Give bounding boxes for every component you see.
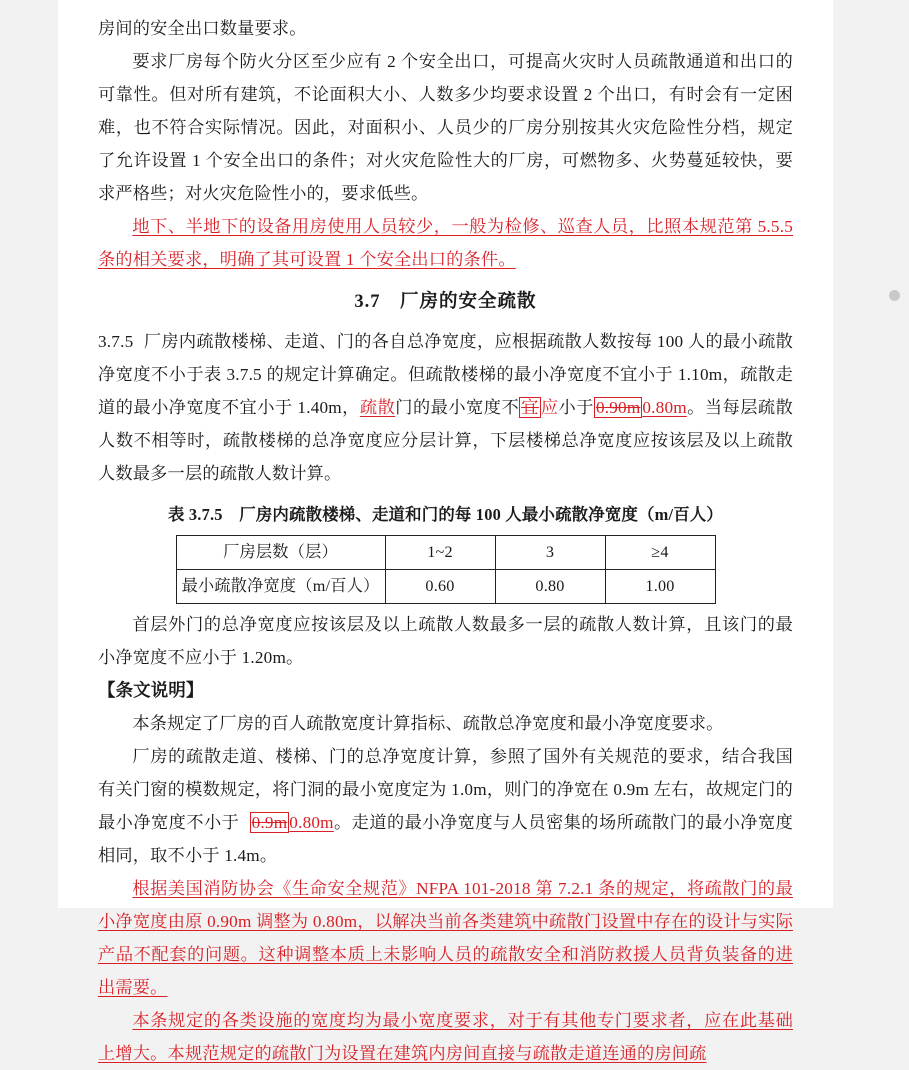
clause-3-7-5 <box>98 325 793 490</box>
clause-text-b: 门的最小宽度不 <box>395 398 520 417</box>
min-evacuation-width-table <box>176 535 716 604</box>
explain-text-b: 。走道的最小净宽度与人员密集的场所疏散门的最小净宽度相同，取不小于 1.4m。 <box>98 813 793 865</box>
table-row-header-width: 最小疏散净宽度（m/百人） <box>176 570 385 604</box>
table-cell-floors-1: 1~2 <box>385 536 495 570</box>
clause-red-word-2: 应 <box>540 398 559 417</box>
clause-text-c: 小于 <box>558 398 594 417</box>
explain-text-a: 厂房的疏散走道、楼梯、门的总净宽度计算，参照了国外有关规范的要求，结合我国有关门窗的模数规定，将门洞的最小宽度定为 1.0m，则门的净宽在 0.9m 左右，故规定门的最小净宽度不小于 <box>98 747 793 832</box>
table-caption: 表 3.7.5 厂房内疏散楼梯、走道和门的每 100 人最小疏散净宽度（m/百人） <box>167 505 723 524</box>
table-cell-width-2: 0.80 <box>495 570 605 604</box>
paragraph-revision-basement: 地下、半地下的设备用房使用人员较少，一般为检修、巡查人员，比照本规范第 5.5.5 条的相关要求，明确了其可设置 1 个安全出口的条件。 <box>98 217 793 269</box>
document-body <box>98 12 793 1070</box>
paragraph-continuation: 房间的安全出口数量要求。 <box>98 19 307 38</box>
scroll-indicator-dot[interactable] <box>889 290 900 301</box>
explanation-title: 【条文说明】 <box>98 680 204 700</box>
paragraph-revision-minimum-width: 本条规定的各类设施的宽度均为最小宽度要求，对于有其他专门要求者，应在此基础上增大。本规范规定的疏散门为设置在建筑内房间直接与疏散走道连通的房间疏 <box>98 1011 793 1063</box>
paragraph-explanation-intro: 本条规定了厂房的百人疏散宽度计算指标、疏散总净宽度和最小净宽度要求。 <box>132 714 724 733</box>
paragraph-explanation-detail <box>98 740 793 872</box>
table-cell-width-1: 0.60 <box>385 570 495 604</box>
paragraph-ground-floor-door: 首层外门的总净宽度应按该层及以上疏散人数最多一层的疏散人数计算，且该门的最小净宽度不应小于 1.20m。 <box>98 615 793 667</box>
clause-boxed-strike-yi: 宜 <box>521 398 539 417</box>
table-cell-floors-3: ≥4 <box>605 536 715 570</box>
table-cell-width-3: 1.00 <box>605 570 715 604</box>
section-heading: 3.7 厂房的安全疏散 <box>354 292 537 312</box>
clause-number: 3.7.5 <box>98 332 134 351</box>
table-row <box>176 570 715 604</box>
table-row-header-floors: 厂房层数（层） <box>176 536 385 570</box>
table-cell-floors-2: 3 <box>495 536 605 570</box>
table-row <box>176 536 715 570</box>
clause-red-word-3: 0.80m <box>642 398 687 417</box>
explain-boxed-strike-09m: 0.9m <box>251 813 288 832</box>
explain-red-word-080m: 0.80m <box>289 813 334 832</box>
document-page <box>58 0 833 1063</box>
clause-text-a: 厂房内疏散楼梯、走道、门的各自总净宽度，应根据疏散人数按每 100 人的最小疏散净宽度不小于表 3.7.5 的规定计算确定。但疏散楼梯的最小净宽度不宜小于 1.10m，疏散走道的最小净宽度不宜小于 1.40m， <box>98 332 793 417</box>
paragraph-requirements: 要求厂房每个防火分区至少应有 2 个安全出口，可提高火灾时人员疏散通道和出口的可靠性。但对所有建筑，不论面积大小、人数多少均要求设置 2 个出口，有时会有一定困难，也不符合实际情况。因此，对面积小、人员少的厂房分别按其火灾危险性分档，规定了允许设置 1 个安全出口的条件；对火灾危险性大的厂房，可燃物多、火势蔓延较快，要求严格些；对火灾危险性小的，要求低些。 <box>98 52 793 203</box>
clause-red-word-1: 疏散 <box>359 398 396 417</box>
clause-boxed-strike-090: 0.90m <box>595 398 641 417</box>
clause-text-d: 。当每层疏散人数不相等时，疏散楼梯的总净宽度应分层计算，下层楼梯总净宽度应按该层及以上疏散人数最多一层的疏散人数计算。 <box>98 398 794 483</box>
paragraph-revision-nfpa: 根据美国消防协会《生命安全规范》NFPA 101-2018 第 7.2.1 条的规定，将疏散门的最小净宽度由原 0.90m 调整为 0.80m，以解决当前各类建筑中疏散门设置中存在的设计与实际产品不配套的问题。这种调整本质上未影响人员的疏散安全和消防救援人员背负装备的进出需要。 <box>98 879 793 997</box>
